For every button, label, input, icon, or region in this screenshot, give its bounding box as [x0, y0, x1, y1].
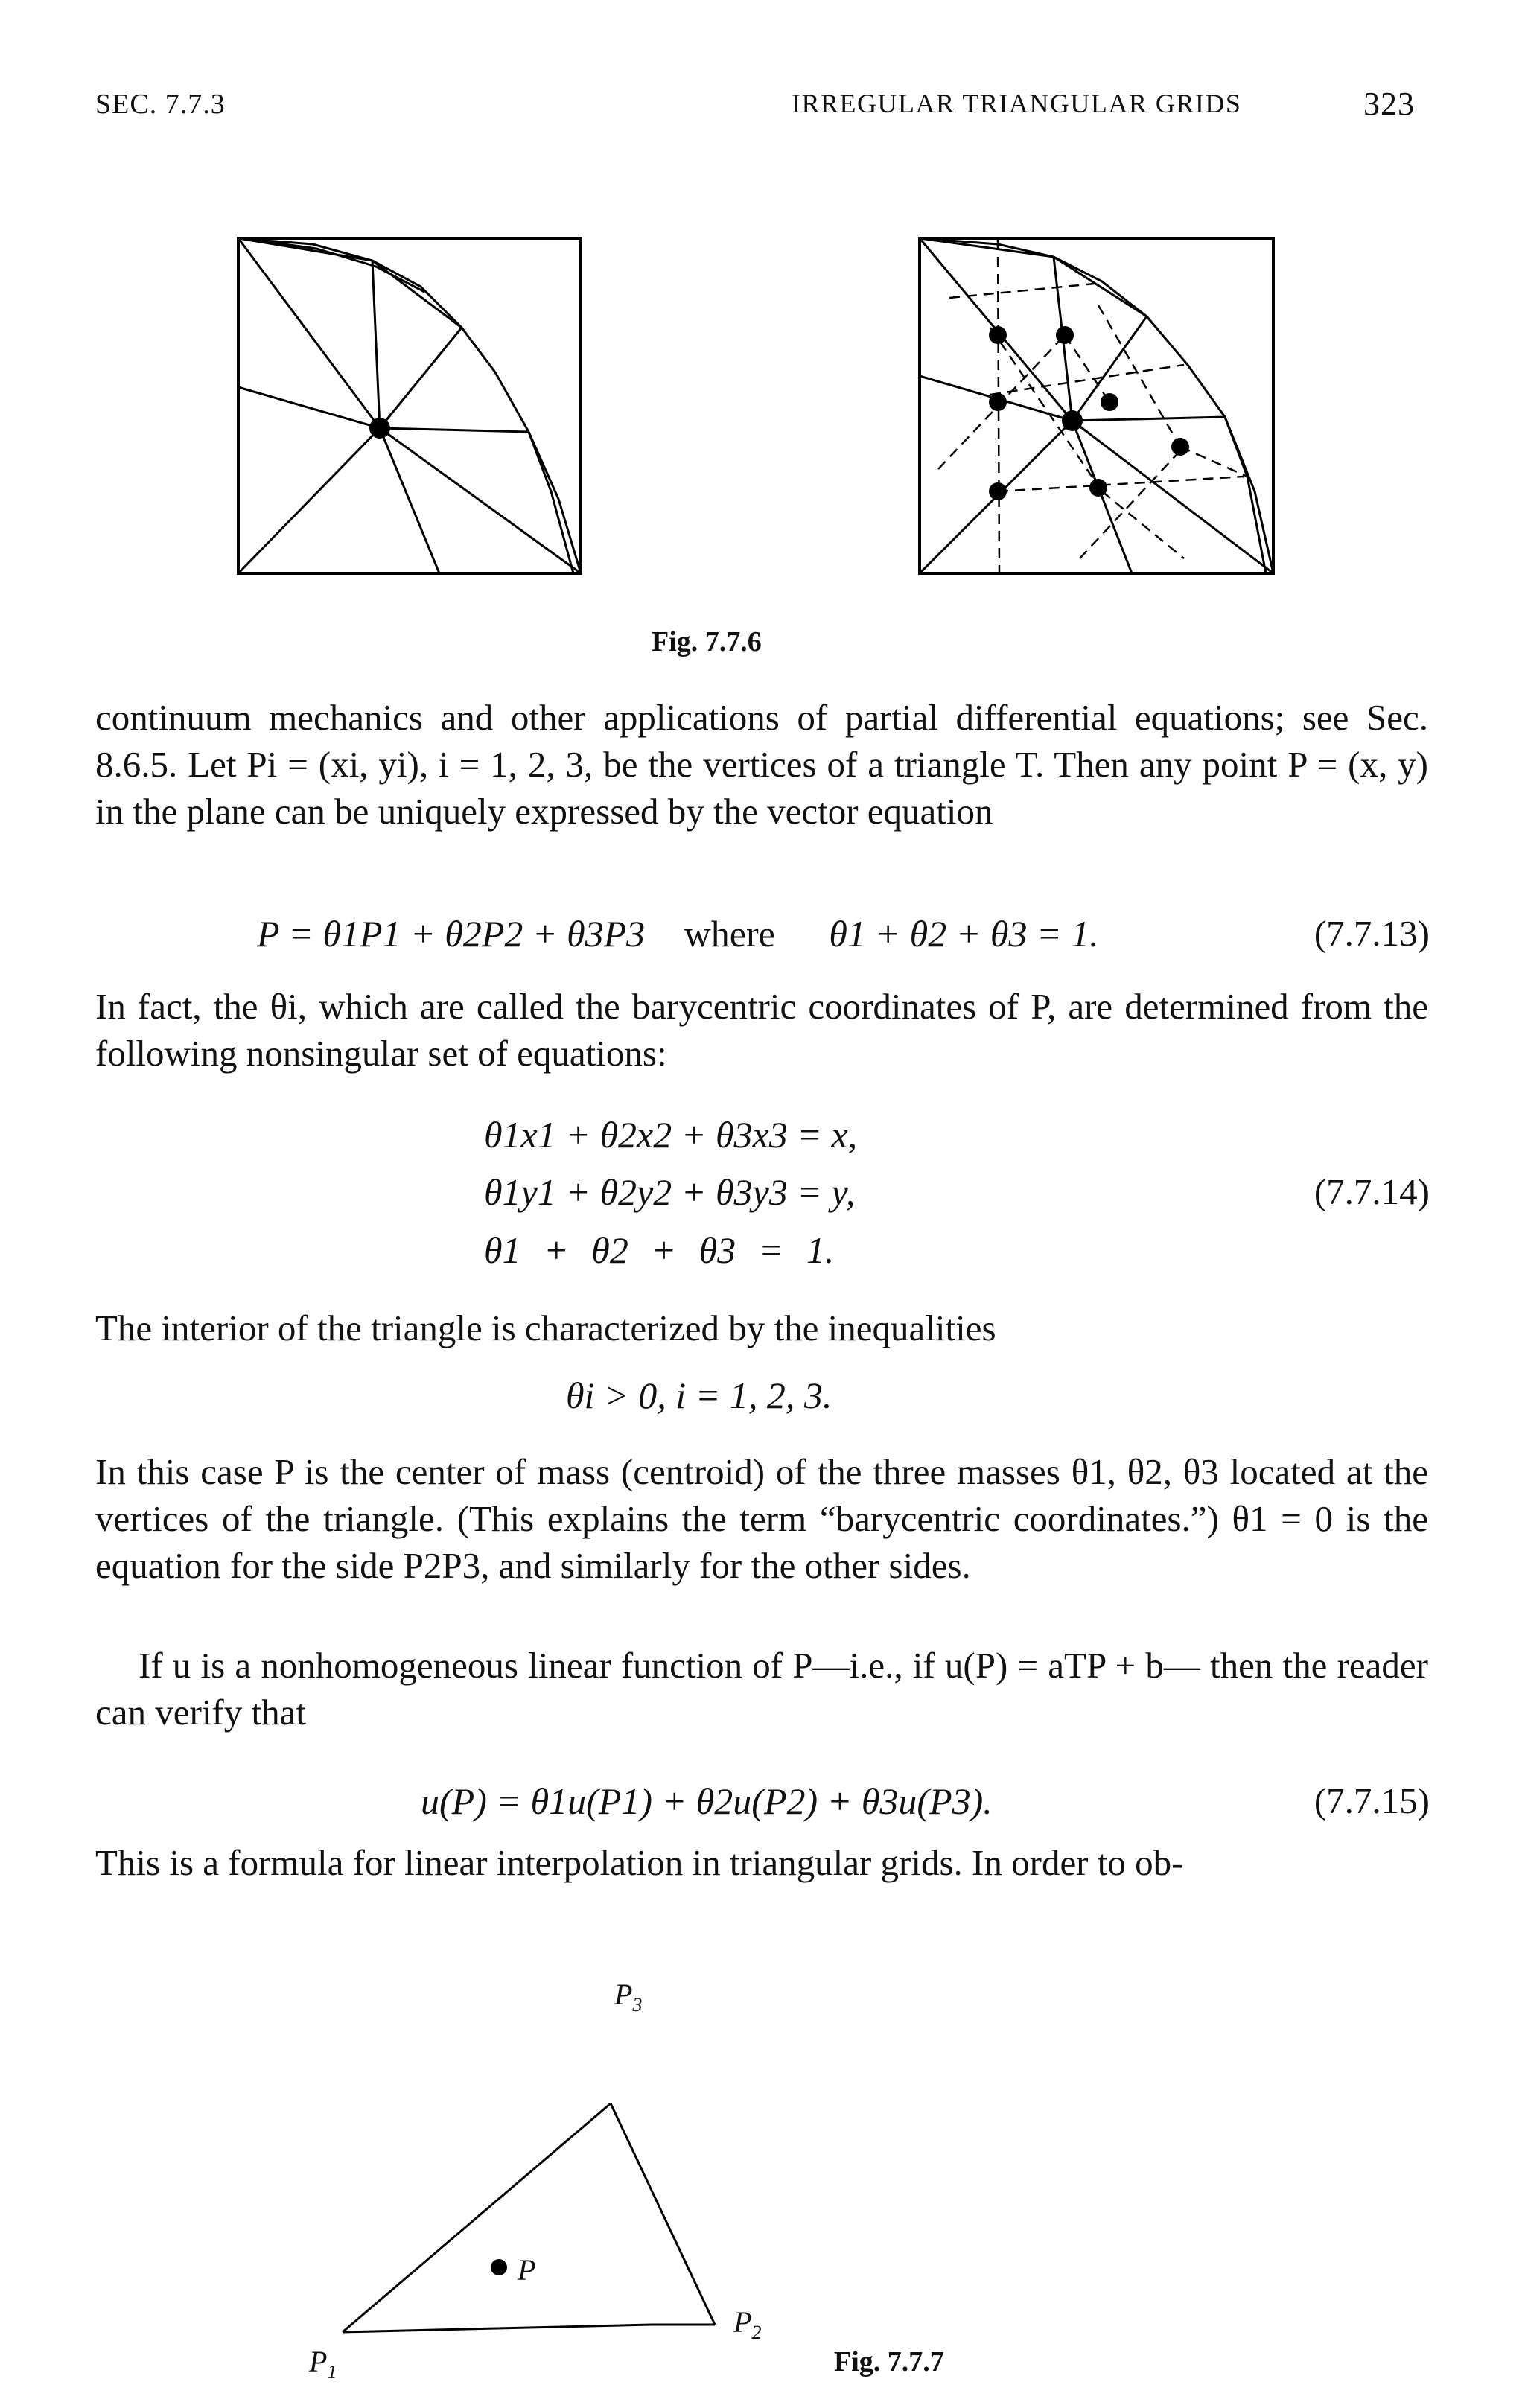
paragraph-6-text: This is a formula for linear interpolation in triangular grids. In order to ob-	[95, 1842, 1184, 1883]
paragraph-6	[95, 1839, 1428, 1886]
page-number: 323	[1363, 86, 1415, 122]
point-p-marker	[491, 2259, 507, 2275]
paragraph-1-text: continuum mechanics and other applications of partial differential equations; see Sec. 8.6.5. Let Pi = (xi, yi), i = 1, 2, 3, be the vertices of a triangle T. Then any point P = (x, y) in the plane can be uniquely expressed by the vector equation	[95, 697, 1428, 832]
equation-7-7-13-where: where	[684, 913, 775, 955]
paragraph-2-text: In fact, the θi, which are called the barycentric coordinates of P, are determined from the following nonsingular set of equations:	[95, 986, 1428, 1074]
paragraph-5-text: If u is a nonhomogeneous linear function of P—i.e., if u(P) = aTP + b— then the reader can verify that	[95, 1645, 1428, 1733]
running-head	[95, 88, 1430, 133]
equation-7-7-13-number: (7.7.13)	[1314, 913, 1430, 954]
equation-7-7-14-number: (7.7.14)	[1314, 1171, 1430, 1212]
equation-7-7-15-number: (7.7.15)	[1314, 1780, 1430, 1821]
paragraph-3-text: The interior of the triangle is characterized by the inequalities	[95, 1307, 996, 1348]
paragraph-1	[95, 694, 1428, 835]
figure-7-7-7	[283, 1988, 804, 2375]
paragraph-4	[95, 1448, 1428, 1589]
figure-7-7-7-caption: Fig. 7.7.7	[834, 2346, 944, 2377]
equation-7-7-14-line-1: θ1x1 + θ2x2 + θ3x3 = x,	[484, 1114, 858, 1156]
equation-7-7-14-line-3: θ1 + θ2 + θ3 = 1.	[484, 1229, 835, 1271]
right-triangulation	[920, 238, 1273, 573]
paragraph-2	[95, 983, 1428, 1077]
right-dashed-refinement	[938, 240, 1247, 573]
equation-7-7-13	[257, 912, 1099, 955]
section-label: SEC. 7.7.3	[95, 89, 226, 120]
chapter-title: IRREGULAR TRIANGULAR GRIDS	[792, 89, 1242, 118]
figure-7-7-6	[223, 223, 1288, 588]
label-p: P	[518, 2253, 536, 2287]
label-p2: $P_2$	[733, 2305, 762, 2343]
left-triangulation	[238, 238, 581, 573]
label-p3: $P_3$	[614, 1978, 643, 2016]
equation-7-7-13-rhs: θ1 + θ2 + θ3 = 1.	[829, 913, 1099, 955]
figure-7-7-6-caption: Fig. 7.7.6	[652, 626, 762, 657]
paragraph-5	[95, 1642, 1428, 1736]
label-p1: $P_1$	[309, 2345, 337, 2383]
equation-7-7-15: u(P) = θ1u(P1) + θ2u(P2) + θ3u(P3).	[421, 1780, 993, 1822]
equation-7-7-13-lhs: P = θ1P1 + θ2P2 + θ3P3	[257, 913, 646, 955]
paragraph-3	[95, 1305, 1428, 1351]
equation-7-7-14-line-2: θ1y1 + θ2y2 + θ3y3 = y,	[484, 1171, 856, 1213]
paragraph-4-text: In this case P is the center of mass (centroid) of the three masses θ1, θ2, θ3 located at the vertices of the triangle. (This explains the term “barycentric coordinates.”) θ1 = 0 is the equation for the side P2P3, and similarly for the other sides.	[95, 1451, 1428, 1586]
inequality: θi > 0, i = 1, 2, 3.	[566, 1375, 832, 1416]
